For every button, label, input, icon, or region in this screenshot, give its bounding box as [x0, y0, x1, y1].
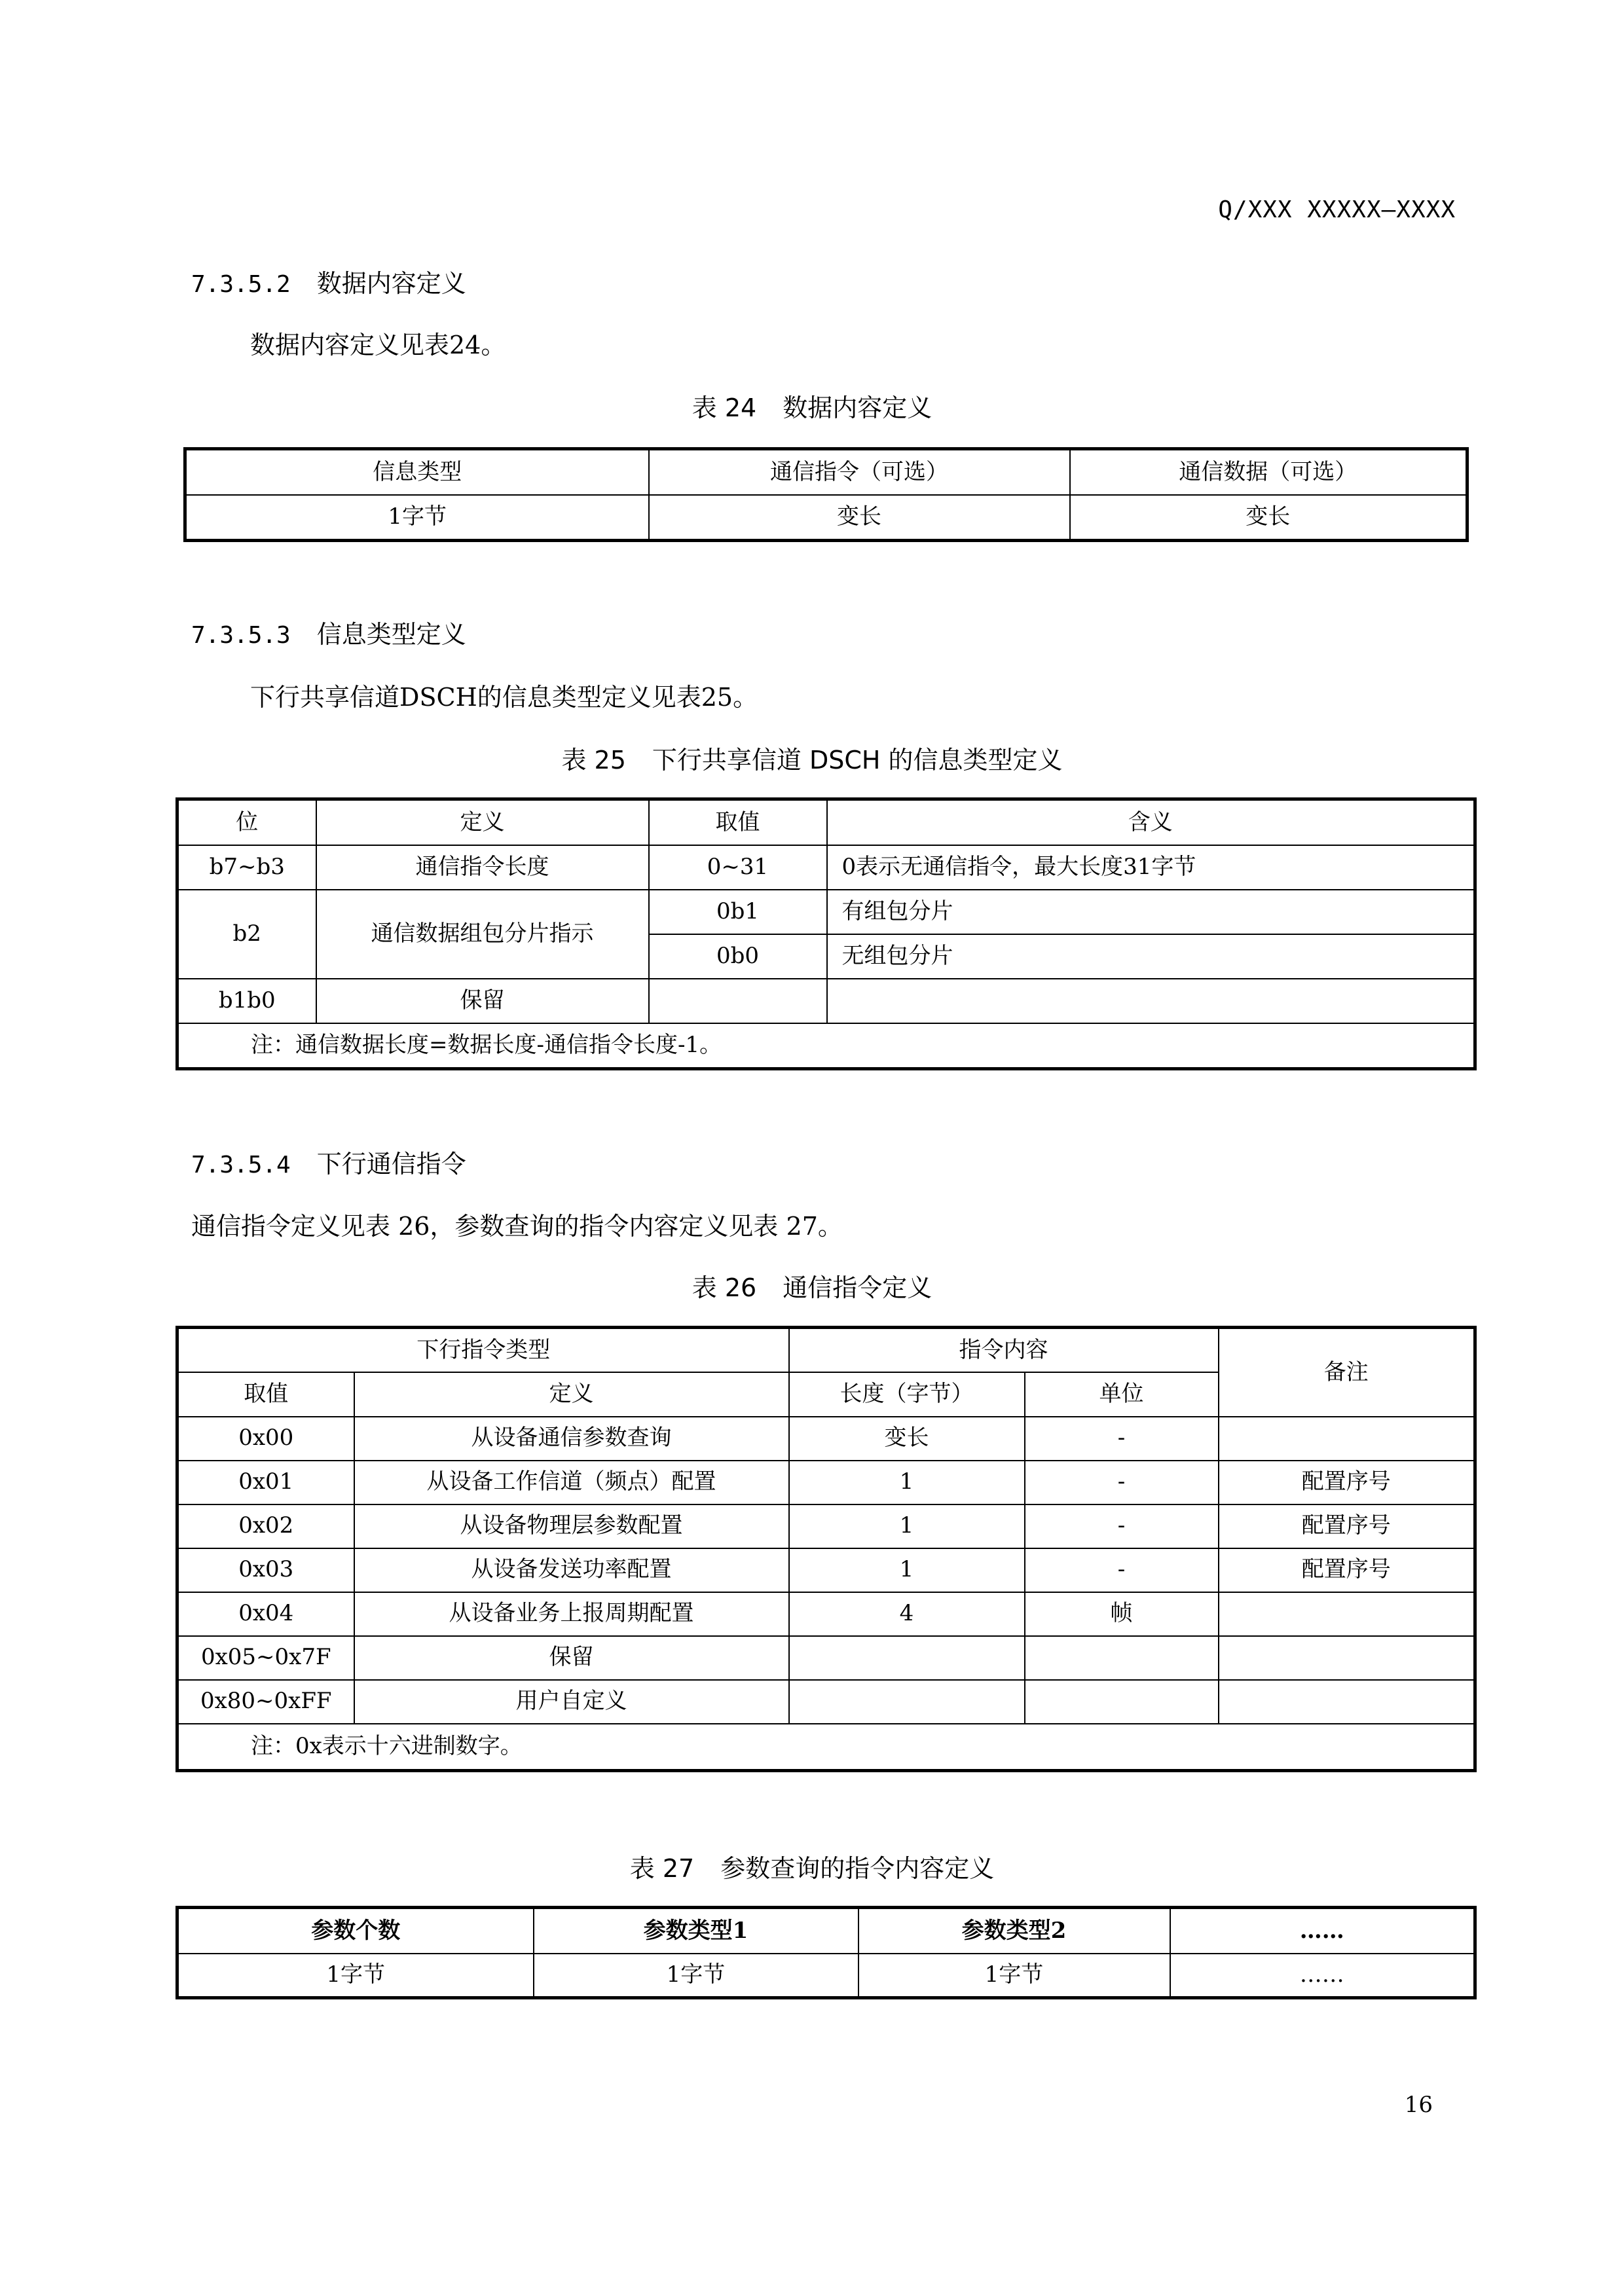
table-cell: 配置序号 [1219, 1461, 1475, 1504]
table-row [177, 1636, 1475, 1680]
paragraph: 下行共享信道DSCH的信息类型定义见表25。 [250, 683, 758, 712]
table-cell: 通信指令长度 [316, 845, 649, 890]
table-cell: 保留 [316, 979, 649, 1023]
table-cell: 0x80~0xFF [177, 1680, 354, 1724]
table-cell: - [1025, 1417, 1219, 1461]
section-heading-7352 [191, 263, 466, 299]
table-caption-27 [0, 1848, 1624, 1884]
caption-title: 下行共享信道 DSCH 的信息类型定义 [652, 746, 1063, 774]
paragraph: 数据内容定义见表24。 [250, 331, 506, 359]
section-title: 数据内容定义 [316, 269, 466, 298]
section-number: 7.3.5.2 [191, 271, 291, 298]
header-cell: 信息类型 [185, 449, 649, 495]
table-cell: 0b1 [649, 890, 827, 934]
caption-number: 表 27 [629, 1854, 695, 1883]
table-cell: 0x05~0x7F [177, 1636, 354, 1680]
table-cell: 变长 [789, 1417, 1025, 1461]
table-row [177, 1592, 1475, 1636]
header-cell: 通信指令（可选） [649, 449, 1070, 495]
table-cell: 保留 [354, 1636, 789, 1680]
caption-number: 表 26 [692, 1273, 757, 1302]
header-cell: 参数类型1 [534, 1908, 858, 1954]
table-cell: 从设备业务上报周期配置 [354, 1592, 789, 1636]
header-cell: 定义 [354, 1372, 789, 1417]
header-cell: 通信数据（可选） [1070, 449, 1467, 495]
table-27 [175, 1906, 1477, 1999]
header-cell: 单位 [1025, 1372, 1219, 1417]
table-cell [1219, 1636, 1475, 1680]
table-row [177, 1417, 1475, 1461]
table-cell: 0x01 [177, 1461, 354, 1504]
table-cell: 0b0 [649, 934, 827, 979]
caption-number: 表 25 [561, 746, 626, 774]
table-cell: 1 [789, 1504, 1025, 1548]
table-cell: 变长 [1070, 495, 1467, 541]
table-cell [649, 979, 827, 1023]
table-cell [827, 979, 1475, 1023]
section-heading-7354 [191, 1144, 466, 1180]
table-cell [789, 1680, 1025, 1724]
table-cell: 从设备物理层参数配置 [354, 1504, 789, 1548]
header-cell: 定义 [316, 799, 649, 845]
caption-title: 通信指令定义 [783, 1273, 932, 1302]
table-cell: 1 [789, 1548, 1025, 1592]
table-cell: b1b0 [177, 979, 316, 1023]
caption-title: 参数查询的指令内容定义 [720, 1854, 995, 1883]
table-cell: 0x00 [177, 1417, 354, 1461]
table-cell: - [1025, 1504, 1219, 1548]
table-cell: 用户自定义 [354, 1680, 789, 1724]
table-cell: 4 [789, 1592, 1025, 1636]
table-cell: 0表示无通信指令，最大长度31字节 [827, 845, 1475, 890]
page-number: 16 [1404, 2092, 1433, 2118]
table-cell: 从设备发送功率配置 [354, 1548, 789, 1592]
document-code: Q/XXX XXXXX—XXXX [1218, 196, 1456, 223]
header-cell: 参数个数 [177, 1908, 534, 1954]
table-caption-26 [0, 1267, 1624, 1303]
group-header-command-type: 下行指令类型 [177, 1328, 789, 1372]
table-cell: 通信数据组包分片指示 [316, 890, 649, 979]
caption-title: 数据内容定义 [783, 393, 932, 422]
section-title: 下行通信指令 [316, 1150, 466, 1178]
table-caption-25 [0, 740, 1624, 776]
table-cell: 1字节 [534, 1954, 858, 1998]
section-heading-7353 [191, 614, 466, 650]
group-header-command-content: 指令内容 [789, 1328, 1219, 1372]
header-cell: …… [1170, 1908, 1475, 1954]
table-cell [1219, 1592, 1475, 1636]
table-26 [175, 1326, 1477, 1772]
table-cell [1025, 1680, 1219, 1724]
section-title: 信息类型定义 [316, 620, 466, 649]
section-number: 7.3.5.3 [191, 622, 291, 649]
table-note: 注：通信数据长度=数据长度-通信指令长度-1。 [177, 1023, 1475, 1069]
table-cell: 无组包分片 [827, 934, 1475, 979]
table-cell: - [1025, 1548, 1219, 1592]
table-cell: b7~b3 [177, 845, 316, 890]
table-cell: 从设备工作信道（频点）配置 [354, 1461, 789, 1504]
table-cell: 从设备通信参数查询 [354, 1417, 789, 1461]
header-cell: 位 [177, 799, 316, 845]
table-cell [1025, 1636, 1219, 1680]
table-cell: …… [1170, 1954, 1475, 1998]
paragraph: 通信指令定义见表 26，参数查询的指令内容定义见表 27。 [191, 1212, 843, 1241]
table-cell: 0~31 [649, 845, 827, 890]
caption-number: 表 24 [692, 393, 757, 422]
table-cell: 1字节 [185, 495, 649, 541]
header-cell: 参数类型2 [858, 1908, 1170, 1954]
header-cell: 取值 [649, 799, 827, 845]
header-cell-remark: 备注 [1219, 1328, 1475, 1417]
table-row [177, 1461, 1475, 1504]
table-cell: 0x03 [177, 1548, 354, 1592]
table-25 [175, 797, 1477, 1070]
table-cell: 1 [789, 1461, 1025, 1504]
section-number: 7.3.5.4 [191, 1152, 291, 1178]
table-cell: 0x02 [177, 1504, 354, 1548]
table-cell: 变长 [649, 495, 1070, 541]
header-cell: 长度（字节） [789, 1372, 1025, 1417]
table-cell: 1字节 [858, 1954, 1170, 1998]
table-caption-24 [0, 388, 1624, 424]
table-cell [1219, 1417, 1475, 1461]
table-cell: 配置序号 [1219, 1548, 1475, 1592]
table-row [177, 1504, 1475, 1548]
table-note: 注：0x表示十六进制数字。 [177, 1724, 1475, 1771]
table-cell: 帧 [1025, 1592, 1219, 1636]
table-cell: - [1025, 1461, 1219, 1504]
table-cell [1219, 1680, 1475, 1724]
table-cell: 配置序号 [1219, 1504, 1475, 1548]
header-cell: 含义 [827, 799, 1475, 845]
table-row [177, 1680, 1475, 1724]
table-cell [789, 1636, 1025, 1680]
table-24 [183, 447, 1469, 542]
table-cell: 0x04 [177, 1592, 354, 1636]
table-row [177, 1548, 1475, 1592]
table-cell: 有组包分片 [827, 890, 1475, 934]
header-cell: 取值 [177, 1372, 354, 1417]
table-cell: b2 [177, 890, 316, 979]
table-cell: 1字节 [177, 1954, 534, 1998]
